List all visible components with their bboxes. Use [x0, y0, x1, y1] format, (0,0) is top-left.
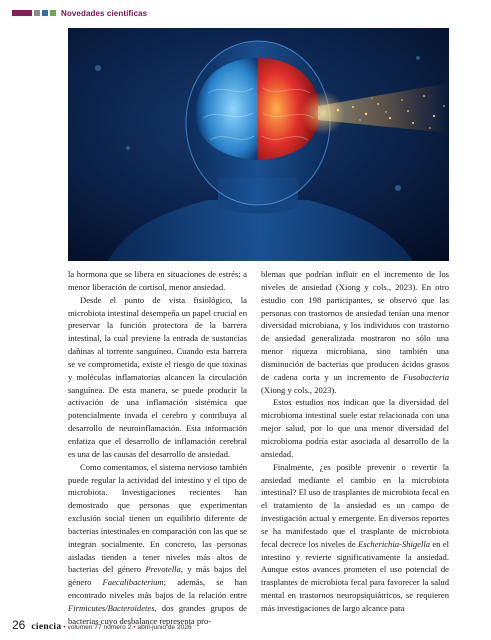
page-number: 26: [12, 618, 26, 632]
color-mark-pink: [12, 10, 32, 16]
left-paragraph-2: Desde el punto de vista fisiológico, la microbiota intestinal desempeña un papel crucial en preservar la función protectora de la barrera intestinal, la cual previene la entrada de sustancias dañinas al torrente sanguíneo. Cuando esta barrera se ve comprometida, existe el riesgo de que toxinas y moléculas inflamatorias alcancen la circulación sanguínea. De esta manera, se puede producir la activación de una inflamación sistémica que potencialmente invada el cerebro y contribuya al desarrollo de neuroinflamación. Esta información enfatiza que el desarrollo de inflamación cerebral es una de las causas del desarrollo de ansiedad.: [68, 294, 247, 459]
hero-illustration: [68, 28, 449, 261]
journal-name: ciencia: [31, 622, 62, 632]
issue-period: abril-junio de 2026: [137, 624, 192, 631]
section-header: [12, 6, 147, 20]
right-text-column: [261, 268, 449, 615]
separator-bullet: •: [133, 625, 136, 631]
separator-bullet: •: [63, 625, 66, 631]
section-color-marks: [12, 10, 56, 16]
right-paragraph-3: Finalmente, ¿es posible prevenir o revertir la ansiedad mediante el cambio en la microbiota intestinal? El uso de trasplantes de microbiota fecal en el tratamiento de la ansiedad es un campo de investigación actual y emergente. En diversos reportes se ha manifestado que el trasplante de microbiota fecal decrece los niveles de Escherichia-Shigella en el intestino y revierte significativamente la ansiedad. Aunque estos avances prometen el uso potencial de trasplantes de microbiota fecal para favorecer la salud mental en trastornos neuropsiquiátricos, se requieren más investigaciones de largo alcance para: [261, 461, 449, 613]
color-mark-gray: [34, 10, 40, 16]
color-mark-green: [50, 10, 56, 16]
page-footer: [12, 618, 192, 632]
genus-prevotella: Prevotella: [145, 564, 181, 575]
left-paragraph-1: la hormona que se libera en situaciones de estrés: a menor liberación de cortisol, menor ansiedad.: [68, 269, 247, 292]
genus-escherichia-shigella: Escherichia-Shigella: [357, 538, 431, 549]
firmicutes-bacteroidetes-ratio: Firmicutes/Bacteroidetes: [68, 602, 155, 613]
left-text-column: [68, 268, 247, 628]
volume-info: volumen 77 número 2: [67, 624, 132, 631]
brain-microbiota-illustration-icon: [68, 28, 449, 261]
right-paragraph-1: blemas que podrían influir en el incremento de los niveles de ansiedad (Xiong y cols., 2023). En otro estudio con 198 participantes, se observó que las personas con trastornos de ansiedad tenían una menor diversidad microbiana, y los individuos con trastorno de ansiedad generalizada mostraron no sólo una menor riqueza microbiana, sino también una disminución de bacterias que producen ácidos grasos de cadena corta y un incremento de Fusobacteria (Xiong y cols., 2023).: [261, 269, 449, 395]
genus-fusobacteria: Fusobacteria: [403, 371, 449, 382]
left-paragraph-3: Como comentamos, el sistema nervioso también puede regular la actividad del intestino y el tipo de microbiota. Investigaciones recientes han demostrado que personas que experimentan exclusión social tienen un equilibrio diferente de bacterias intestinales en comparación con las que se integran socialmente. En concreto, las personas aisladas tienden a tener niveles más altos de bacterias del género Prevotella, y más bajos del género Faecalibacterium; además, se han encontrado niveles más bajos de la relación entre Firmicutes/Bacteroidetes, dos grandes grupos de bacterias cuyo desbalance representa pro-: [68, 461, 247, 626]
color-mark-blue: [42, 10, 48, 16]
right-paragraph-2: Estos estudios nos indican que la diversidad del microbioma intestinal suele estar relacionada con una mejor salud, por lo que una menor diversidad del microbioma podría estar asociada al desarrollo de la ansiedad.: [261, 397, 449, 459]
genus-faecalibacterium: Faecalibacterium: [102, 577, 164, 588]
section-title: Novedades científicas: [61, 8, 148, 18]
